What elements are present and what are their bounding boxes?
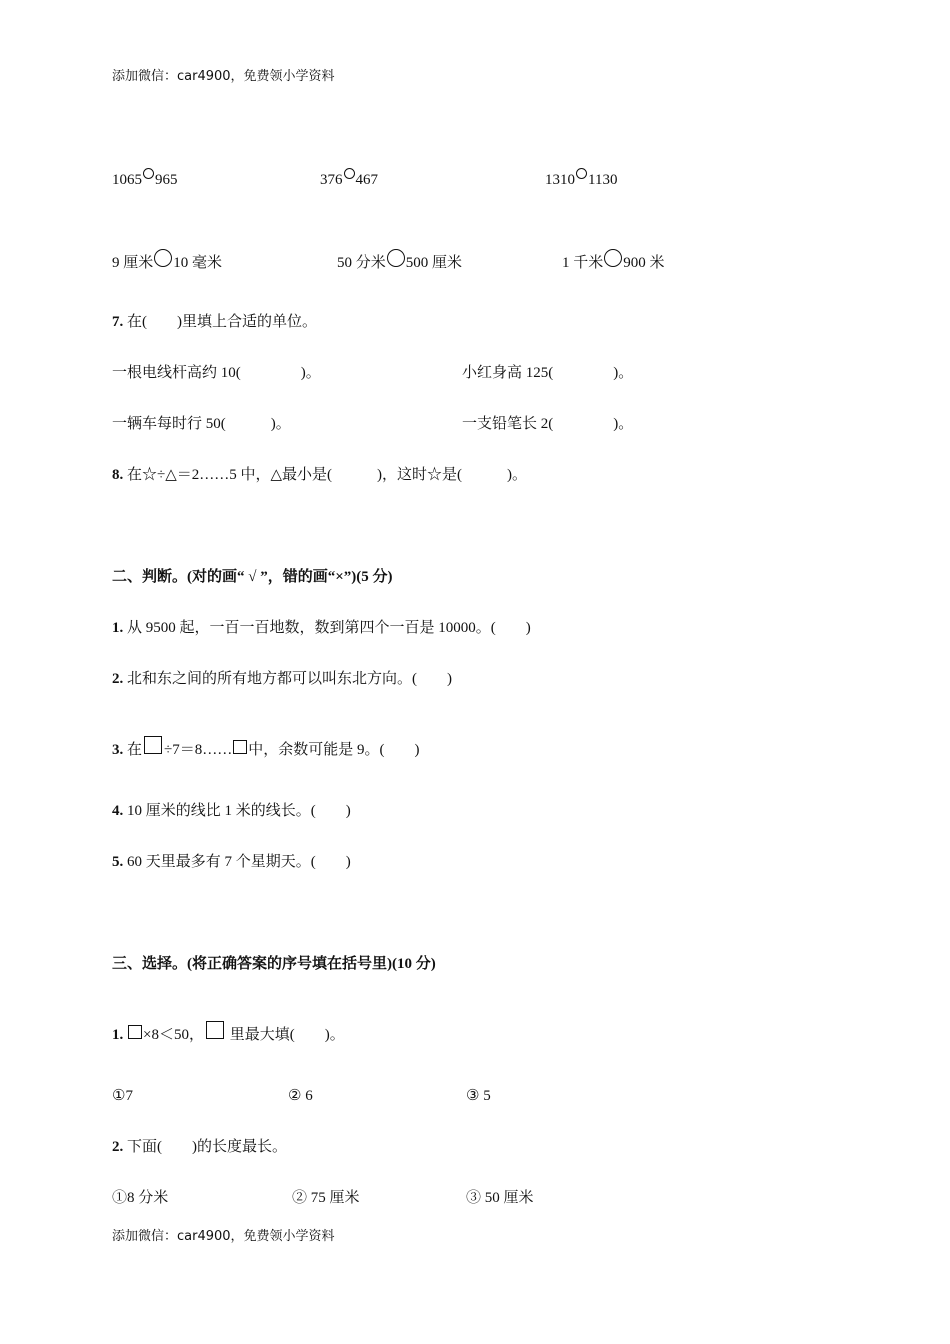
s2-question-1 bbox=[112, 619, 531, 637]
s2-question-4 bbox=[112, 802, 351, 820]
compare-circle[interactable] bbox=[576, 168, 587, 179]
compare-item-4 bbox=[112, 249, 222, 272]
question-text: 在 bbox=[127, 742, 143, 758]
compare-circle[interactable] bbox=[387, 249, 405, 267]
compare-item-3 bbox=[545, 168, 617, 189]
question-7 bbox=[112, 313, 317, 331]
compare-item-1 bbox=[112, 168, 178, 189]
compare-left: 1310 bbox=[545, 172, 575, 188]
compare-circle[interactable] bbox=[344, 168, 355, 179]
compare-right: 10 毫米 bbox=[173, 255, 223, 271]
question-text: 从 9500 起，一百一百地数，数到第四个一百是 10000。( ) bbox=[127, 620, 531, 636]
s2-question-3 bbox=[112, 736, 420, 759]
s3-q2-option-1[interactable]: ①8 分米 bbox=[112, 1190, 169, 1206]
q7-item-3: 一辆车每时行 50( )。 bbox=[112, 416, 291, 432]
section-2-title: 二、判断。(对的画“ √ ”，错的画“×”)(5 分) bbox=[112, 569, 393, 585]
question-text: 北和东之间的所有地方都可以叫东北方向。( ) bbox=[127, 671, 452, 687]
question-text: 里最大填( )。 bbox=[229, 1027, 345, 1043]
compare-left: 1 千米 bbox=[562, 255, 604, 271]
compare-right: 900 米 bbox=[623, 255, 665, 271]
question-number: 2. bbox=[112, 671, 124, 687]
s2-question-5 bbox=[112, 853, 351, 871]
question-text: 下面( )的长度最长。 bbox=[127, 1139, 287, 1155]
q7-item-4: 一支铅笔长 2( )。 bbox=[462, 416, 634, 432]
blank-box[interactable] bbox=[128, 1025, 142, 1039]
question-text: ÷7＝8…… bbox=[164, 742, 233, 758]
s3-question-2 bbox=[112, 1138, 287, 1156]
compare-right: 1130 bbox=[588, 172, 618, 188]
s3-q1-option-1[interactable]: ①7 bbox=[112, 1088, 133, 1104]
question-number: 1. bbox=[112, 620, 124, 636]
compare-left: 9 厘米 bbox=[112, 255, 154, 271]
s3-q1-option-3[interactable]: ③ 5 bbox=[466, 1088, 491, 1104]
s3-q2-option-3[interactable]: ③ 50 厘米 bbox=[466, 1190, 534, 1206]
blank-box[interactable] bbox=[233, 740, 247, 754]
blank-box[interactable] bbox=[206, 1021, 224, 1039]
s3-q2-option-2[interactable]: ② 75 厘米 bbox=[292, 1190, 360, 1206]
question-text: 60 天里最多有 7 个星期天。( ) bbox=[127, 854, 351, 870]
page-header: 添加微信：car4900，免费领小学资料 bbox=[112, 69, 335, 84]
compare-item-6 bbox=[562, 249, 665, 272]
question-number: 2. bbox=[112, 1139, 124, 1155]
question-8 bbox=[112, 466, 527, 484]
compare-item-2 bbox=[320, 168, 378, 189]
question-text: 10 厘米的线比 1 米的线长。( ) bbox=[127, 803, 351, 819]
question-number: 7. bbox=[112, 314, 124, 330]
page-footer: 添加微信：car4900，免费领小学资料 bbox=[112, 1229, 335, 1244]
q7-item-2: 小红身高 125( )。 bbox=[462, 365, 634, 381]
compare-item-5 bbox=[337, 249, 462, 272]
compare-right: 467 bbox=[355, 172, 378, 188]
question-number: 8. bbox=[112, 467, 124, 483]
compare-circle[interactable] bbox=[604, 249, 622, 267]
question-number: 4. bbox=[112, 803, 124, 819]
compare-circle[interactable] bbox=[143, 168, 154, 179]
blank-box[interactable] bbox=[144, 736, 162, 754]
q7-item-1: 一根电线杆高约 10( )。 bbox=[112, 365, 321, 381]
compare-right: 500 厘米 bbox=[405, 255, 463, 271]
question-text: 在( )里填上合适的单位。 bbox=[127, 314, 317, 330]
s3-q1-option-2[interactable]: ② 6 bbox=[288, 1088, 313, 1104]
question-text: 中，余数可能是 9。( ) bbox=[248, 742, 420, 758]
s2-question-2 bbox=[112, 670, 452, 688]
s3-question-1 bbox=[112, 1021, 345, 1044]
compare-left: 376 bbox=[320, 172, 343, 188]
question-number: 5. bbox=[112, 854, 124, 870]
compare-right: 965 bbox=[155, 172, 178, 188]
compare-left: 1065 bbox=[112, 172, 142, 188]
question-number: 3. bbox=[112, 742, 124, 758]
question-text: 在☆÷△＝2……5 中，△最小是( )，这时☆是( )。 bbox=[127, 467, 528, 483]
section-3-title: 三、选择。(将正确答案的序号填在括号里)(10 分) bbox=[112, 956, 436, 972]
question-text: ×8＜50， bbox=[143, 1027, 204, 1043]
compare-left: 50 分米 bbox=[337, 255, 386, 271]
compare-circle[interactable] bbox=[154, 249, 172, 267]
question-number: 1. bbox=[112, 1027, 124, 1043]
